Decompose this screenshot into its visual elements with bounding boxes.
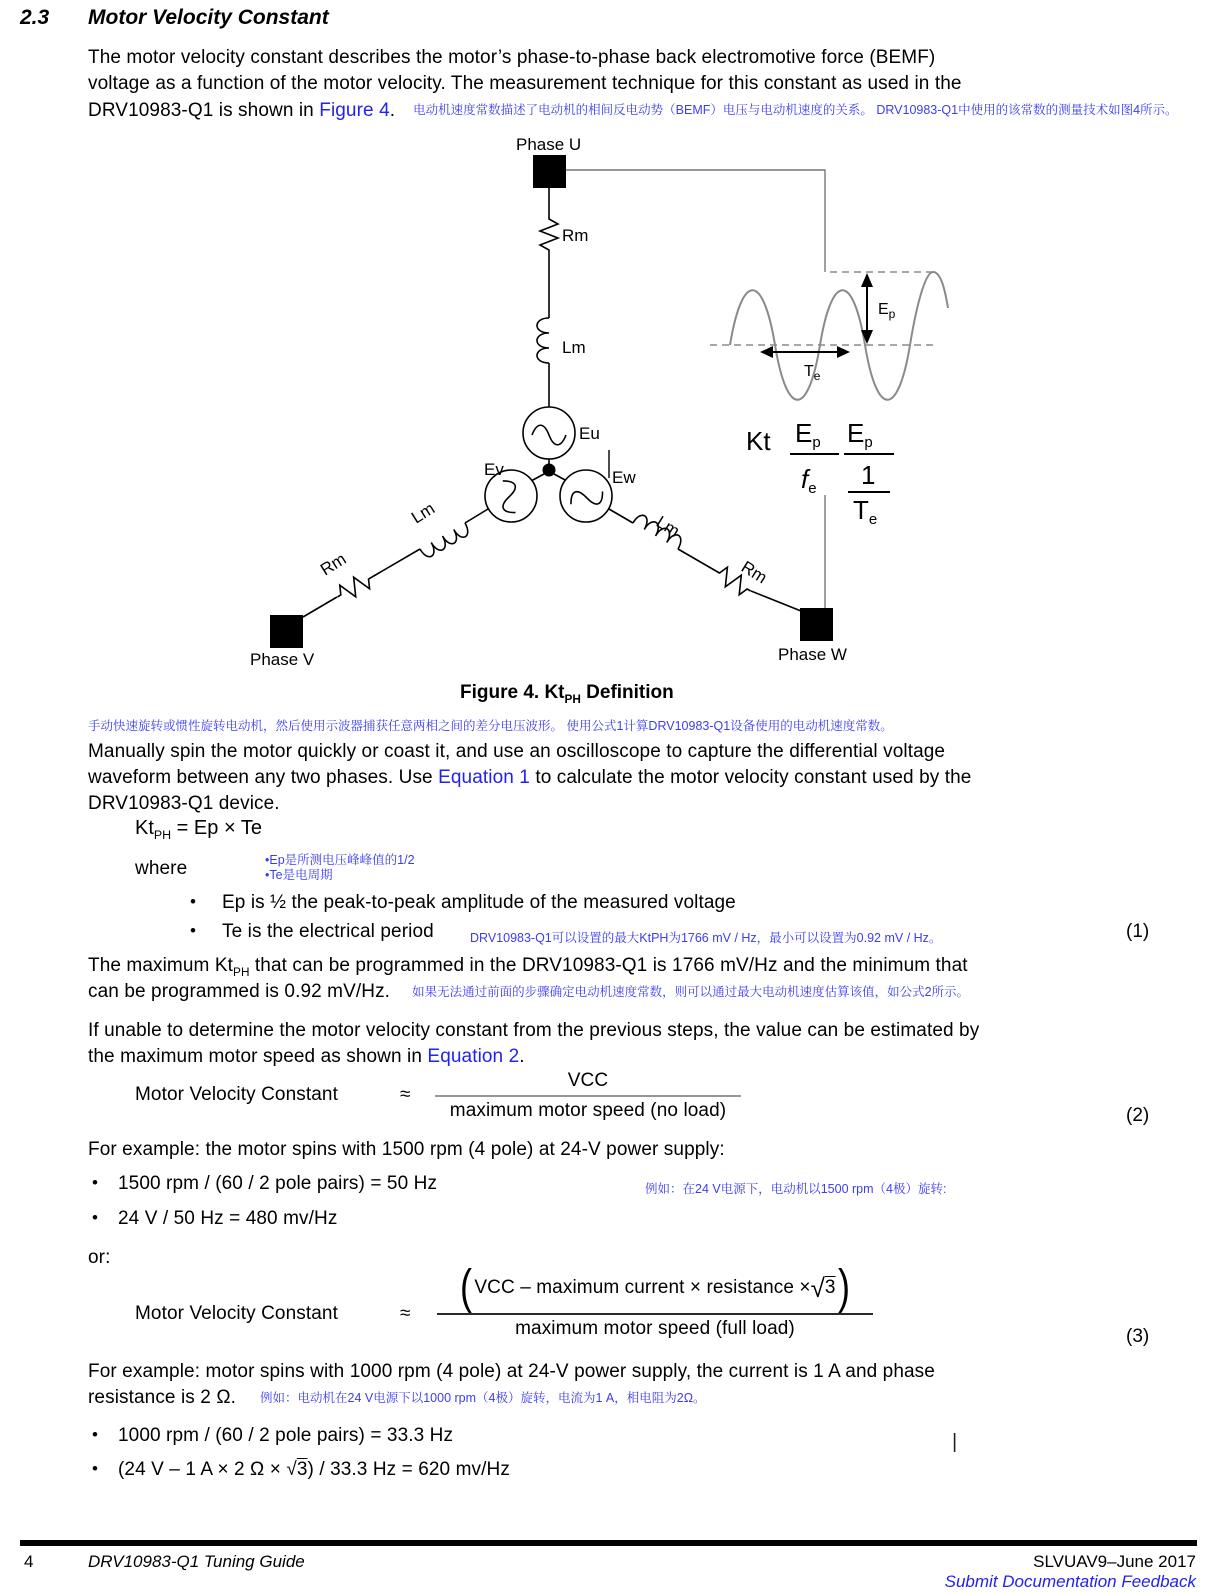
footer-doc-id: SLVUAV9–June 2017 <box>1033 1552 1196 1571</box>
equation-3-denominator: maximum motor speed (full load) <box>515 1318 795 1339</box>
max-ktph-line-2-text: can be programmed is 0.92 mV/Hz. <box>88 981 391 1002</box>
intro-chinese-note: 电动机速度常数描述了电动机的相间反电动势（BEMF）电压与电动机速度的关系。 DRV10983-Q1中使用的该常数的测量技术如图4所示。 <box>413 103 1178 117</box>
equation-1-expression: = Ep × Te <box>171 817 262 839</box>
sqrt-value: 3 <box>824 1277 836 1298</box>
example-2-bullet-2-tail: ) / 33.3 Hz = 620 mv/Hz <box>307 1459 510 1480</box>
ktph-range-chinese-note: DRV10983-Q1可以设置的最大KtPH为1766 mV / Hz，最小可以设置为0.92 mV / Hz。 <box>470 931 942 945</box>
bullet-marker: • <box>92 1425 98 1444</box>
estimate-chinese-note: 如果无法通过前面的步骤确定电动机速度常数，则可以通过最大电动机速度估算该值，如公式2所示。 <box>412 985 970 999</box>
footer-doc-title: DRV10983-Q1 Tuning Guide <box>88 1552 305 1571</box>
kt-frac2-inner-numerator: 1 <box>861 460 876 490</box>
open-paren: ( <box>460 1261 473 1314</box>
where-chinese-note-1: •Ep是所测电压峰峰值的1/2 <box>265 853 415 867</box>
close-paren: ) <box>837 1261 850 1314</box>
intro-line-3-text: DRV10983-Q1 is shown in <box>88 100 320 121</box>
or-label: or: <box>88 1247 111 1268</box>
phase-u-label: Phase U <box>516 135 582 154</box>
equation-1 <box>135 817 262 842</box>
equation-3-fraction-bar <box>437 1313 873 1315</box>
max-ktph-subscript: PH <box>233 965 250 979</box>
footer-rule <box>20 1540 1197 1546</box>
phase-w-label: Phase W <box>778 645 847 664</box>
example-2-bullet-2-text: (24 V – 1 A × 2 Ω × <box>118 1459 287 1480</box>
intro-line-2: voltage as a function of the motor velocity. The measurement technique for this constant as used in the <box>88 73 962 94</box>
equation-2-fraction <box>435 1070 741 1122</box>
max-ktph-line-1-text: The maximum Kt <box>88 955 233 976</box>
inductor-lm-v <box>420 523 471 559</box>
kt-frac1-numerator: Ep <box>795 418 821 451</box>
resistor-rm-u <box>540 215 558 254</box>
equation-1-kt: Kt <box>135 817 154 839</box>
ep-definition-bullet: Ep is ½ the peak-to-peak amplitude of the measured voltage <box>222 892 736 913</box>
submit-feedback-link[interactable]: Submit Documentation Feedback <box>944 1572 1196 1591</box>
max-ktph-line-1-tail: that can be programmed in the DRV10983-Q1 is 1766 mV/Hz and the minimum that <box>249 955 968 976</box>
sqrt-value: 3 <box>296 1459 308 1480</box>
max-ktph-paragraph <box>88 953 969 1005</box>
equation-2-number: (2) <box>1126 1105 1150 1126</box>
manual-line-3: DRV10983-Q1 device. <box>88 793 280 814</box>
figure-caption <box>460 682 674 706</box>
sqrt-sign: √ <box>286 1459 297 1480</box>
star-point-junction <box>543 464 556 477</box>
equation-2-numerator: VCC <box>567 1070 609 1091</box>
lm-v-label: Lm <box>408 498 439 528</box>
example-1-bullet-2: 24 V / 50 Hz = 480 mv/Hz <box>118 1208 338 1229</box>
manual-line-2-tail: to calculate the motor velocity constant used by the <box>529 767 972 788</box>
estimate-line-1: If unable to determine the motor velocity constant from the previous steps, the value can be estimated by <box>88 1020 980 1041</box>
eu-label: Eu <box>579 424 600 443</box>
wire <box>609 509 633 523</box>
example-2-bullet-1: 1000 rpm / (60 / 2 pole pairs) = 33.3 Hz <box>118 1425 454 1446</box>
equation-1-number: (1) <box>1126 921 1150 942</box>
bullet-marker: • <box>92 1173 98 1192</box>
bullet-marker: • <box>92 1208 98 1227</box>
figure-caption-subscript: PH <box>564 692 581 706</box>
page-number: 4 <box>24 1552 34 1571</box>
example-1-intro: For example: the motor spins with 1500 rpm (4 pole) at 24-V power supply: <box>88 1139 725 1160</box>
equation-2-link[interactable]: Equation 2 <box>427 1046 520 1067</box>
intro-paragraph <box>88 45 1178 123</box>
lm-w-label: Lm <box>652 512 683 541</box>
manual-line-2-text: waveform between any two phases. Use <box>88 767 439 788</box>
equation-3-numerator <box>458 1261 851 1314</box>
equation-2-label: Motor Velocity Constant <box>135 1084 338 1105</box>
section-title: Motor Velocity Constant <box>88 6 329 29</box>
sqrt-sign: √ <box>810 1273 825 1303</box>
equation-3-number: (3) <box>1126 1326 1150 1347</box>
kt-symbol: Kt <box>746 426 771 456</box>
ep-annotation: $E_p$ <box>878 301 896 321</box>
example-2-line-1: For example: motor spins with 1000 rpm (4 pole) at 24-V power supply, the current is 1 A and phase <box>88 1361 935 1382</box>
equation-2-denominator: maximum motor speed (no load) <box>449 1100 727 1121</box>
wire <box>465 509 488 523</box>
example-2-bullet-2 <box>118 1457 510 1483</box>
manual-paragraph <box>88 739 971 817</box>
inductor-lm-u <box>537 318 549 363</box>
phase-u-terminal <box>533 155 566 188</box>
figure-caption-suffix: Definition <box>580 682 674 703</box>
ew-label: Ew <box>612 468 636 487</box>
te-definition-bullet: Te is the electrical period <box>222 921 434 942</box>
arrowhead-up-icon <box>861 273 873 287</box>
estimate-line-2 <box>88 1044 979 1070</box>
intro-line-1: The motor velocity constant describes the motor’s phase-to-phase back electromotive force (BEMF) <box>88 47 936 68</box>
equation-3-fraction <box>437 1261 873 1340</box>
max-ktph-line-1 <box>88 953 969 979</box>
wire <box>751 591 801 611</box>
intro-line-3-period: . <box>389 100 396 121</box>
estimate-line-2-period: . <box>519 1046 525 1067</box>
figure-4-diagram <box>0 133 1215 678</box>
bullet-marker: • <box>190 892 196 911</box>
te-annotation: $T_e$ <box>804 363 821 383</box>
figure-4-link[interactable]: Figure 4 <box>319 100 390 121</box>
kt-frac1-denominator: fe <box>801 464 817 497</box>
equation-2-approx-sign: ≈ <box>400 1084 411 1105</box>
equation-1-subscript: PH <box>153 828 172 842</box>
equation-3-numerator-text: VCC – maximum current × resistance × <box>474 1277 811 1298</box>
rm-w-label: Rm <box>737 557 771 588</box>
wire <box>372 549 420 577</box>
manual-line-2 <box>88 765 971 791</box>
phase-v-label: Phase V <box>250 650 315 669</box>
max-ktph-line-2 <box>88 979 969 1005</box>
equation-3-label: Motor Velocity Constant <box>135 1303 338 1324</box>
phase-w-terminal <box>800 608 833 641</box>
section-number: 2.3 <box>20 6 50 29</box>
rm-u-label: Rm <box>562 226 589 245</box>
bullet-marker: • <box>190 921 196 940</box>
where-chinese-note-2: •Te是电周期 <box>265 868 333 882</box>
manual-chinese-note: 手动快速旋转或惯性旋转电动机，然后使用示波器捕获任意两相之间的差分电压波形。 使用公式1计算DRV10983-Q1设备使用的电动机速度常数。 <box>88 719 893 733</box>
text-cursor-artifact: | <box>952 1431 958 1453</box>
rm-v-label: Rm <box>317 549 350 580</box>
equation-3-approx-sign: ≈ <box>400 1303 411 1324</box>
bemf-waveform <box>730 272 948 400</box>
example-1-bullet-1: 1500 rpm / (60 / 2 pole pairs) = 50 Hz <box>118 1173 438 1194</box>
manual-line-1: Manually spin the motor quickly or coast it, and use an oscilloscope to capture the differential voltage <box>88 741 946 762</box>
intro-line-3 <box>88 97 1178 123</box>
figure-caption-text: Figure 4. Kt <box>460 682 565 703</box>
arrowhead-left-icon <box>760 346 773 358</box>
estimate-paragraph <box>88 1018 979 1070</box>
example-1-chinese-note: 例如：在24 V电源下，电动机以1500 rpm（4极）旋转: <box>645 1182 947 1196</box>
example-2-line-2 <box>88 1385 935 1411</box>
wire <box>303 597 337 617</box>
example-2-line-2-text: resistance is 2 Ω. <box>88 1387 237 1408</box>
equation-2-fraction-bar <box>435 1095 741 1097</box>
arrowhead-right-icon <box>837 346 850 358</box>
example-2-chinese-note: 例如：电动机在24 V电源下以1000 rpm（4极）旋转，电流为1 A，相电阻为2Ω。 <box>260 1391 706 1405</box>
resistor-rm-v <box>333 569 377 605</box>
lm-u-label: Lm <box>562 338 586 357</box>
phase-v-terminal <box>270 615 303 648</box>
example-2-paragraph <box>88 1359 935 1411</box>
equation-1-link[interactable]: Equation 1 <box>438 767 530 788</box>
estimate-line-2-text: the maximum motor speed as shown in <box>88 1046 428 1067</box>
bullet-marker: • <box>92 1459 98 1478</box>
kt-frac2-numerator: Ep <box>847 418 873 451</box>
ev-label: Ev <box>484 460 504 479</box>
phase-u-probe-wire <box>566 170 825 272</box>
kt-frac2-inner-denominator: Te <box>853 495 878 528</box>
where-label: where <box>135 858 188 879</box>
wire <box>678 549 716 571</box>
motor-circuit-svg <box>0 133 1215 678</box>
